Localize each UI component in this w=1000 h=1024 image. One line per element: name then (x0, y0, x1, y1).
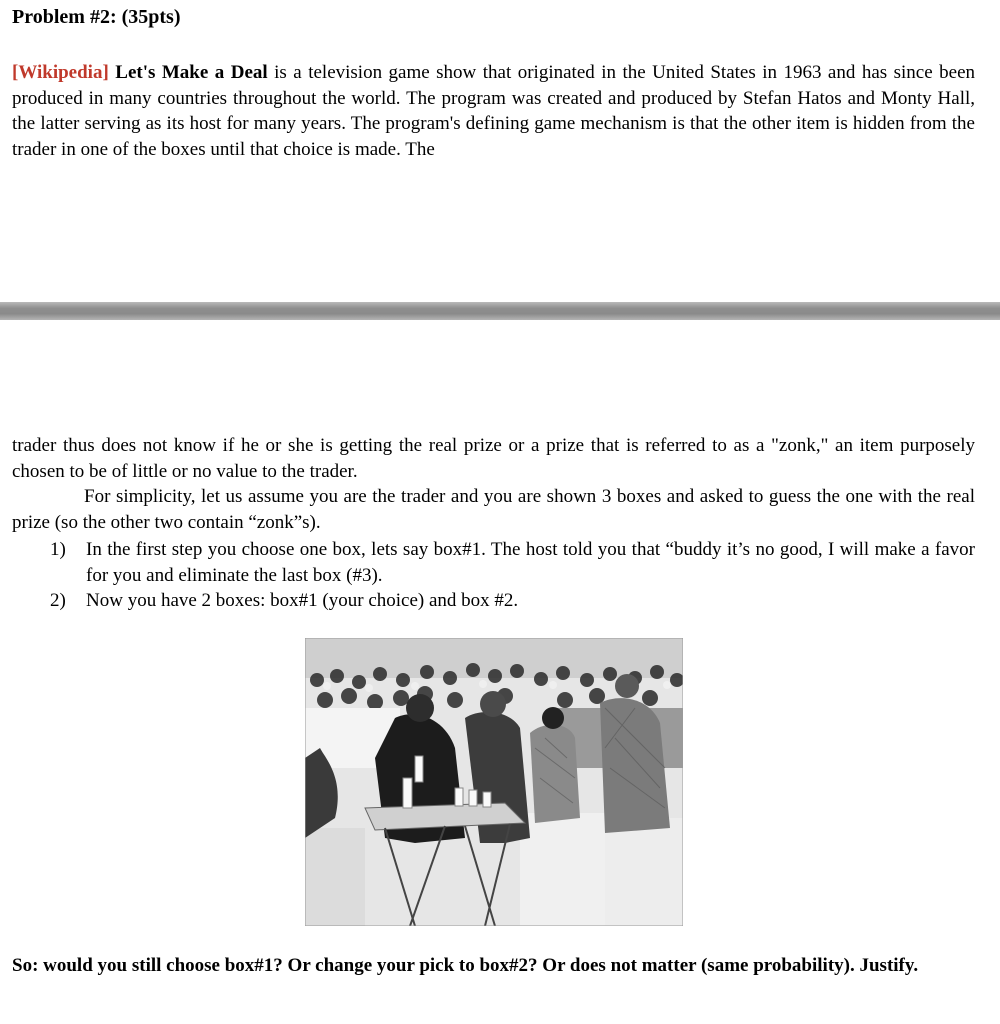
step-item (12, 588, 975, 614)
step-text: Now you have 2 boxes: box#1 (your choice) and box #2. (86, 590, 519, 611)
simplicity-text: For simplicity, let us assume you are the trader and you are shown 3 boxes and asked to guess the one with the real prize (so the other two contain “zonk”s). (12, 486, 975, 533)
intro-paragraph (12, 60, 975, 162)
step-text: In the first step you choose one box, lets say box#1. The host told you that “buddy it’s no good, I will make a favor for you and eliminate the last box (#3). (86, 539, 975, 586)
step-item (12, 537, 975, 588)
wikipedia-source-tag: [Wikipedia] (12, 62, 109, 83)
problem-title: Problem #2: (35pts) (12, 6, 181, 28)
show-name: Let's Make a Deal (115, 62, 268, 83)
intro-text-after-break: trader thus does not know if he or she is getting the real prize or a prize that is referred to as a "zonk," an item purposely chosen to be of little or no value to the trader. (12, 435, 975, 482)
intro-text-before-break: is a television game show that originated in the United States in 1963 and has since been produced in many countries throughout the world. The program was created and produced by Stefan Hatos and Monty Hall, the latter serving as its host for many years. The program's defining game mechanism is that the other item is hidden from the trader in one of the boxes until that choice is made. The (12, 62, 976, 160)
step-number: 1) (50, 539, 66, 560)
step-number: 2) (50, 590, 66, 611)
question-paragraph: So: would you still choose box#1? Or change your pick to box#2? Or does not matter (same probability). Justify. (12, 955, 919, 976)
steps-list (12, 537, 975, 614)
continued-paragraph (12, 433, 975, 535)
page-separator-bar (0, 302, 1000, 320)
game-show-photo (305, 638, 683, 926)
